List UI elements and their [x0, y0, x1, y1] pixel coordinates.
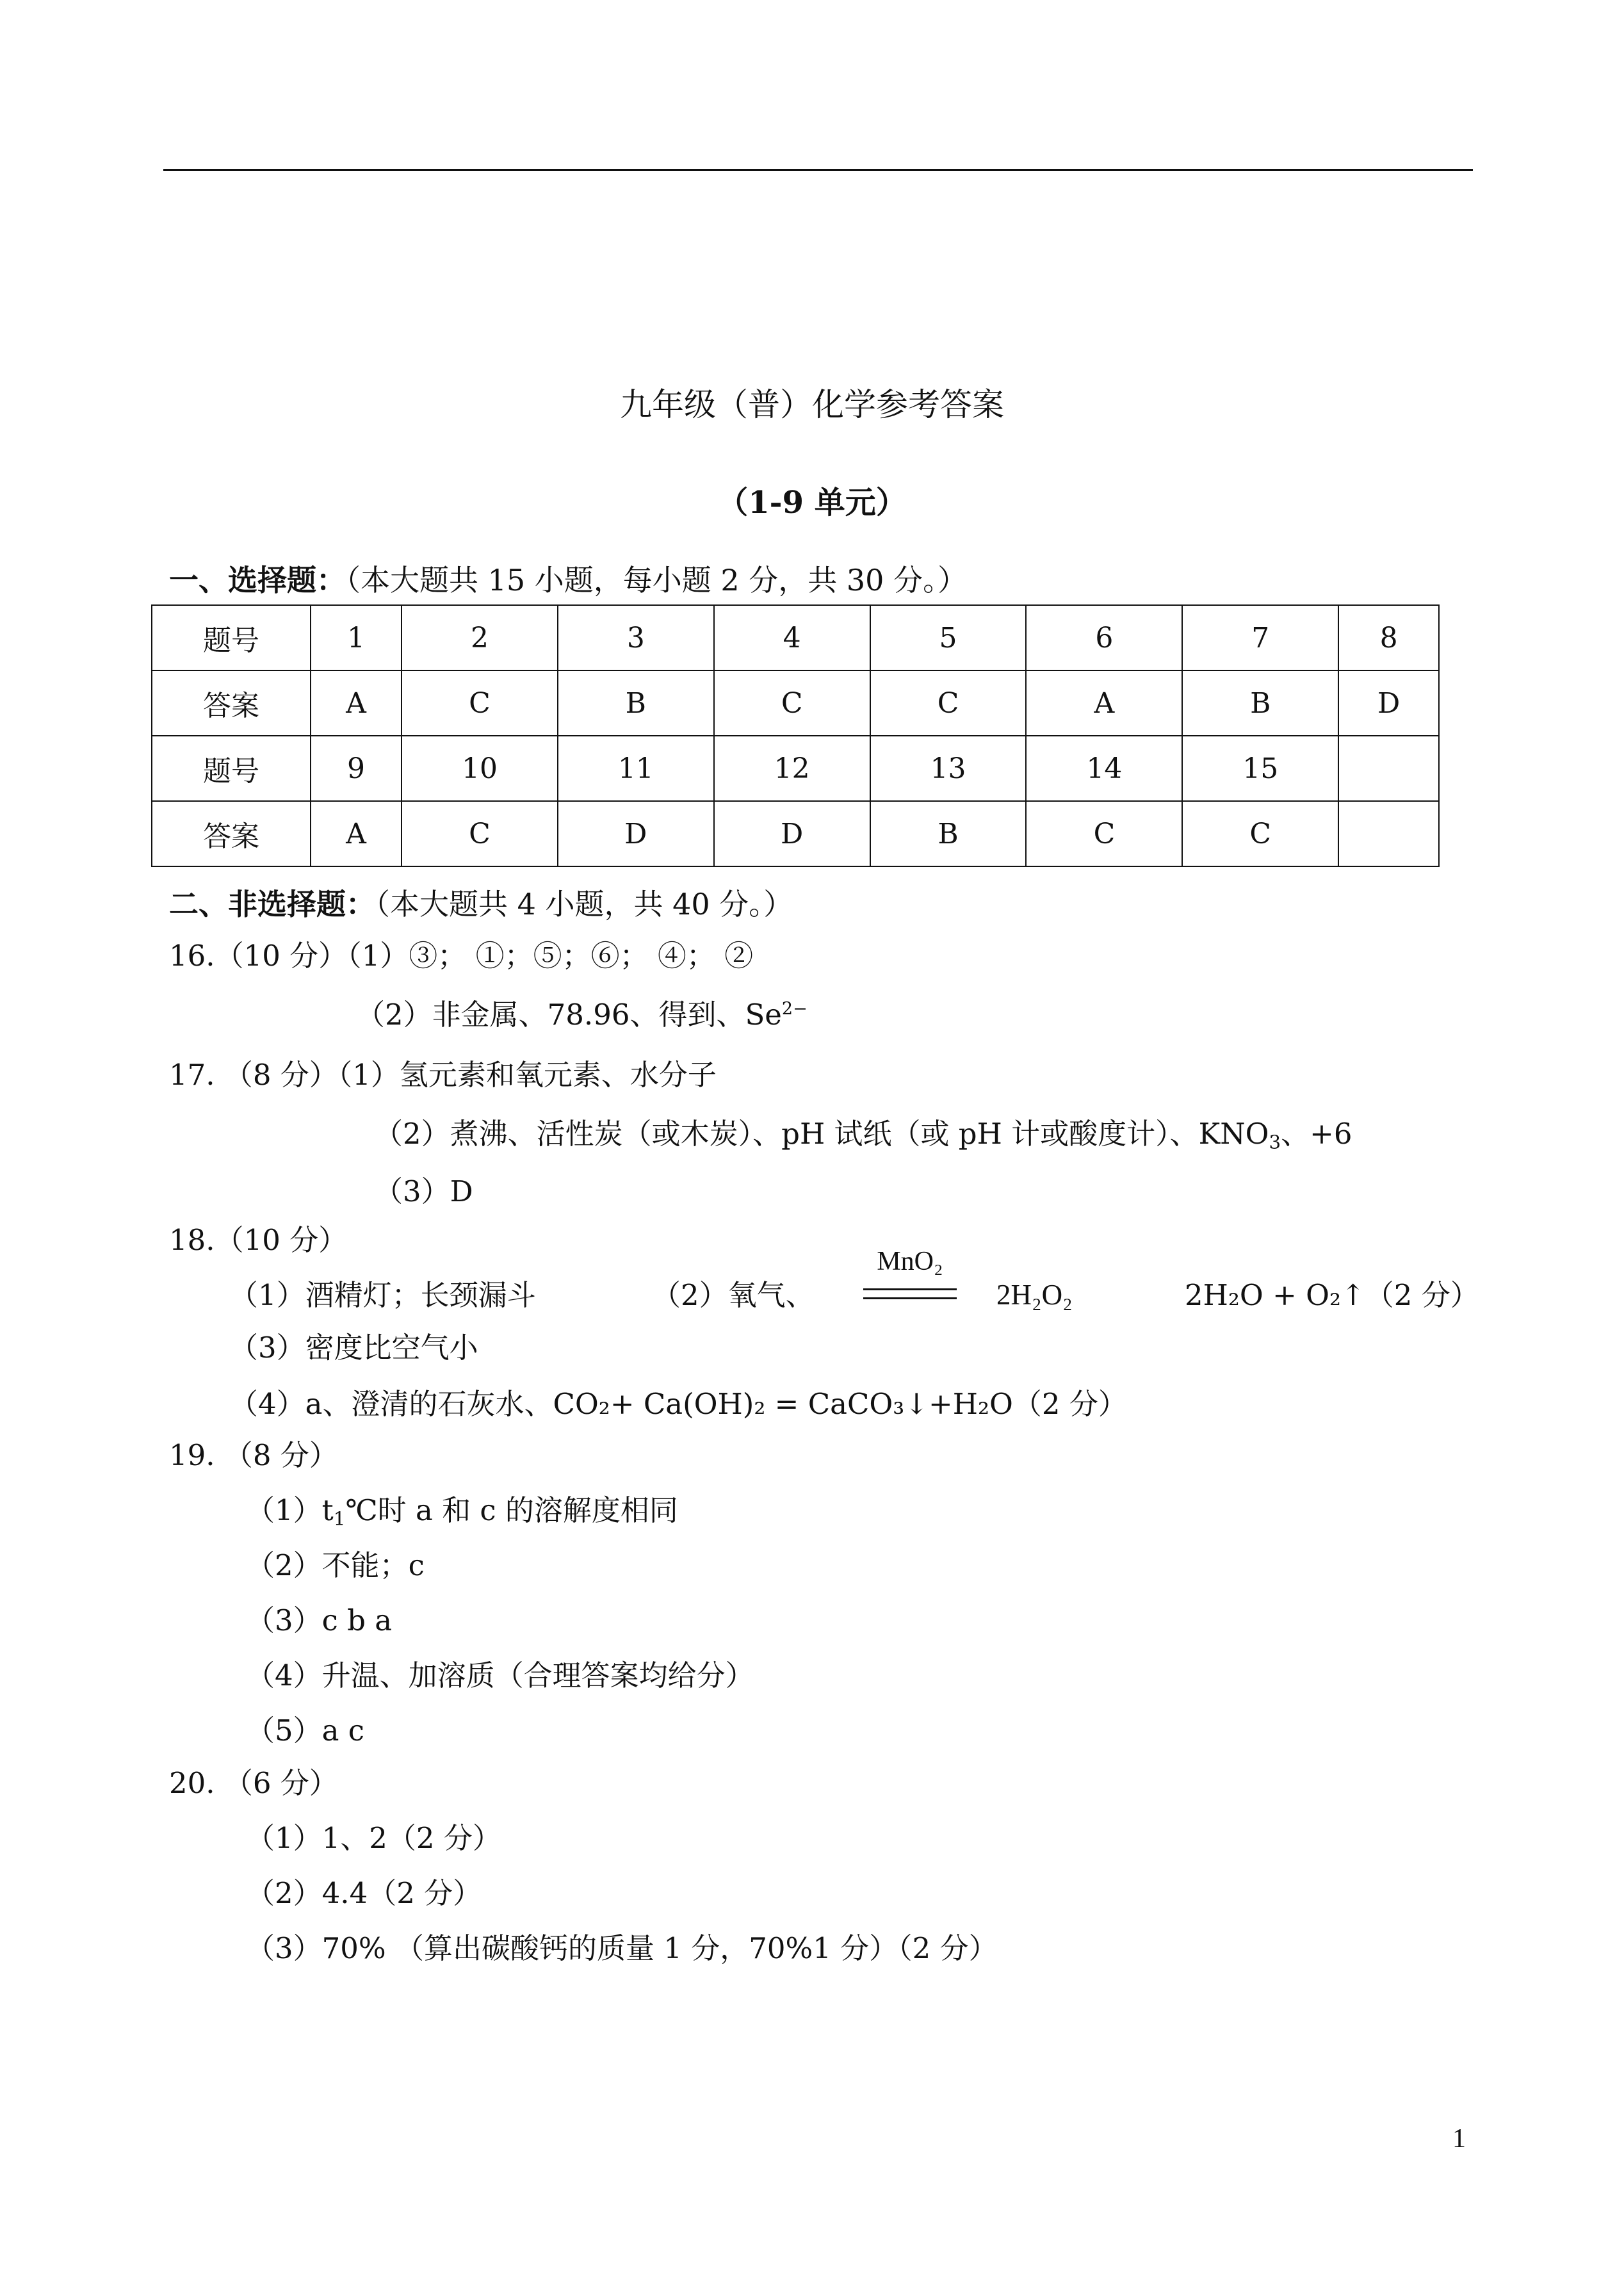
table-cell: A: [311, 670, 402, 736]
header-rule: [163, 169, 1473, 171]
q18-part4: （4）a、澄清的石灰水、CO₂+ Ca(OH)₂ = CaCO₃↓+H₂O（2 分）: [229, 1387, 1127, 1421]
q19-part2: （2）不能；c: [246, 1548, 425, 1582]
table-cell: 2: [402, 605, 558, 670]
table-cell: C: [402, 670, 558, 736]
table-cell: D: [714, 801, 870, 866]
table-cell: 6: [1026, 605, 1182, 670]
q17-line2-sub: 3: [1269, 1131, 1281, 1153]
q19-part1-tail: ℃时 a 和 c 的溶解度相同: [345, 1493, 678, 1527]
q19-part3: （3）c b a: [246, 1603, 393, 1637]
table-cell: C: [402, 801, 558, 866]
q18-reactant: 2H₂O₂: [996, 1279, 1073, 1311]
q17-line2-text: （2）煮沸、活性炭（或木炭）、pH 试纸（或 pH 计或酸度计）、KNO: [374, 1117, 1269, 1151]
table-cell: 7: [1182, 605, 1338, 670]
q19-part5: （5）a c: [246, 1714, 364, 1748]
section1-heading: 一、选择题：: [169, 563, 346, 597]
equation-bar-top: [863, 1288, 957, 1290]
table-row-label: 题号: [152, 605, 311, 670]
q16-line2-text: （2）非金属、78.96、得到、Se: [356, 998, 782, 1032]
table-cell: C: [1182, 801, 1338, 866]
table-cell: 11: [558, 736, 714, 801]
q20-part2: （2）4.4（2 分）: [246, 1876, 482, 1910]
table-row: [152, 801, 1439, 866]
equation-bar-bottom: [863, 1297, 957, 1299]
table-cell: 4: [714, 605, 870, 670]
table-cell: 8: [1338, 605, 1439, 670]
table-cell: 14: [1026, 736, 1182, 801]
table-cell: B: [558, 670, 714, 736]
table-cell: 9: [311, 736, 402, 801]
section2-note: （本大题共 4 小题，共 40 分。）: [375, 887, 793, 921]
page-number: 1: [1452, 2124, 1466, 2153]
q16-line1: 16.（10 分）（1）③； ①；⑤；⑥； ④； ②: [169, 939, 754, 973]
table-cell: C: [1026, 801, 1182, 866]
table-cell: 3: [558, 605, 714, 670]
table-cell: 13: [870, 736, 1027, 801]
q17-line1: 17. （8 分）（1）氢元素和氧元素、水分子: [169, 1058, 717, 1092]
table-cell: C: [714, 670, 870, 736]
table-cell: 12: [714, 736, 870, 801]
table-cell: 5: [870, 605, 1027, 670]
q20-part1: （1）1、2（2 分）: [246, 1821, 501, 1855]
q20-part3: （3）70% （算出碳酸钙的质量 1 分，70%1 分）（2 分）: [246, 1931, 998, 1965]
document-subtitle: （1-9 单元）: [717, 485, 907, 521]
q17-line2: [374, 1119, 1352, 1152]
q18-part1: （1）酒精灯；长颈漏斗: [229, 1278, 536, 1312]
q19-head: 19. （8 分）: [169, 1438, 338, 1472]
answer-table: [151, 604, 1440, 867]
table-row: [152, 736, 1439, 801]
table-row: [152, 670, 1439, 736]
q19-part1-text: （1）t: [246, 1493, 334, 1527]
q16-ion-charge: 2−: [781, 999, 808, 1019]
q19-part1-sub: 1: [333, 1507, 346, 1530]
q18-part3: （3）密度比空气小: [229, 1331, 478, 1365]
table-cell: D: [1338, 670, 1439, 736]
section2-heading: 二、非选择题：: [169, 887, 375, 921]
q16-line2: [356, 998, 808, 1032]
table-row-label: 答案: [152, 801, 311, 866]
table-row: [152, 605, 1439, 670]
table-cell: D: [558, 801, 714, 866]
section2-heading-line: [169, 881, 793, 923]
table-cell: B: [870, 801, 1027, 866]
q19-part1: [246, 1493, 678, 1530]
q20-head: 20. （6 分）: [169, 1766, 338, 1800]
table-cell: 1: [311, 605, 402, 670]
q18-head: 18.（10 分）: [169, 1223, 348, 1257]
q18-part2: （2）氧气、: [652, 1278, 815, 1312]
section1-note: （本大题共 15 小题，每小题 2 分，共 30 分。）: [346, 563, 968, 597]
table-row-label: 题号: [152, 736, 311, 801]
q17-line2-tail: 、+6: [1281, 1117, 1352, 1151]
table-cell: A: [311, 801, 402, 866]
q19-part4: （4）升温、加溶质（合理答案均给分）: [246, 1658, 754, 1692]
document-title: 九年级（普）化学参考答案: [620, 386, 1004, 423]
section1-heading-line: [169, 557, 967, 599]
q17-line3: （3）D: [374, 1174, 473, 1208]
q18-products: 2H₂O + O₂↑（2 分）: [1185, 1278, 1479, 1312]
table-cell: 15: [1182, 736, 1338, 801]
catalyst-label: MnO₂: [877, 1247, 943, 1276]
table-row-label: 答案: [152, 670, 311, 736]
table-cell: [1338, 801, 1439, 866]
table-cell: [1338, 736, 1439, 801]
table-cell: A: [1026, 670, 1182, 736]
table-cell: 10: [402, 736, 558, 801]
reaction-condition: [863, 1246, 957, 1277]
table-cell: C: [870, 670, 1027, 736]
table-cell: B: [1182, 670, 1338, 736]
